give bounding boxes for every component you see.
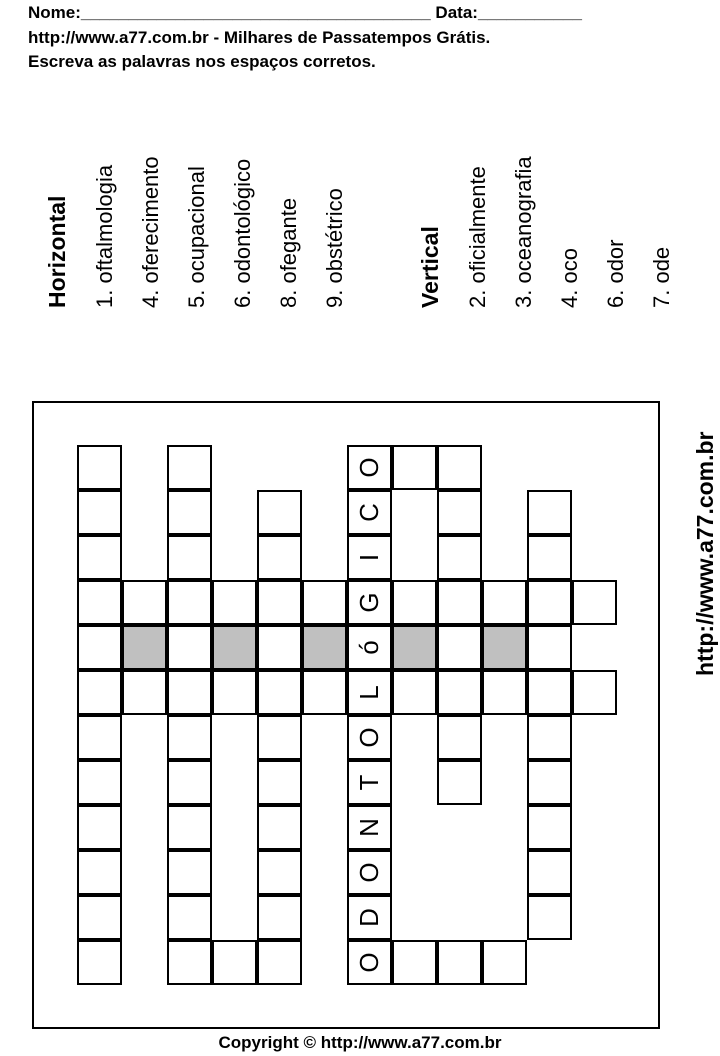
grid-cell[interactable] (527, 490, 572, 535)
grid-cell[interactable] (302, 580, 347, 625)
grid-cell[interactable] (167, 805, 212, 850)
grid-cell[interactable] (392, 625, 437, 670)
grid-cell[interactable] (257, 715, 302, 760)
cell-letter: D (354, 908, 384, 927)
grid-cell[interactable] (437, 940, 482, 985)
grid-cell[interactable] (437, 670, 482, 715)
grid-cell[interactable] (302, 670, 347, 715)
grid-cell[interactable] (437, 445, 482, 490)
grid-cell[interactable] (347, 715, 392, 760)
grid-cell[interactable] (212, 940, 257, 985)
grid-cell[interactable] (392, 445, 437, 490)
cell-letter: O (354, 457, 384, 478)
cell-letter: T (354, 774, 384, 791)
grid-cell[interactable] (167, 490, 212, 535)
clue-item: 4. oco (557, 248, 582, 308)
grid-cell[interactable] (77, 580, 122, 625)
cell-letter: O (354, 952, 384, 973)
grid-cell[interactable] (527, 670, 572, 715)
grid-cell[interactable] (392, 670, 437, 715)
grid-cell[interactable] (392, 940, 437, 985)
grid-cell[interactable] (77, 760, 122, 805)
grid-cell[interactable] (77, 940, 122, 985)
grid-cell[interactable] (77, 535, 122, 580)
grid-cell[interactable] (77, 445, 122, 490)
grid-cell[interactable] (257, 670, 302, 715)
grid-cell[interactable] (347, 535, 392, 580)
grid-cell[interactable] (77, 715, 122, 760)
grid-cell[interactable] (257, 625, 302, 670)
grid-cell[interactable] (572, 670, 617, 715)
grid-cell[interactable] (527, 760, 572, 805)
grid-cell[interactable] (482, 580, 527, 625)
grid-cell[interactable] (212, 625, 257, 670)
clue-item: 8. ofegante (276, 197, 301, 308)
grid-cell[interactable] (77, 490, 122, 535)
vertical-heading: Vertical (417, 226, 443, 308)
grid-cell[interactable] (212, 670, 257, 715)
grid-cell[interactable] (167, 760, 212, 805)
grid-cell[interactable] (437, 535, 482, 580)
instruction-text: Escreva as palavras nos espaços corretos. (28, 52, 376, 71)
side-url: http://www.a77.com.br (692, 431, 718, 676)
clue-item: 1. oftalmologia (92, 164, 117, 308)
grid-cell[interactable] (167, 670, 212, 715)
grid-cell[interactable] (347, 445, 392, 490)
cell-letter: O (354, 727, 384, 748)
grid-cell[interactable] (437, 715, 482, 760)
cell-letter: L (354, 685, 384, 700)
cell-letter: C (354, 503, 384, 522)
grid-cell[interactable] (437, 490, 482, 535)
grid-cell[interactable] (77, 850, 122, 895)
grid-cell[interactable] (257, 490, 302, 535)
grid-cell[interactable] (437, 580, 482, 625)
grid-cell[interactable] (167, 850, 212, 895)
grid-cell[interactable] (347, 490, 392, 535)
grid-cell[interactable] (167, 940, 212, 985)
grid-cell[interactable] (257, 940, 302, 985)
grid-cell[interactable] (77, 670, 122, 715)
clue-item: 6. odontológico (230, 158, 255, 308)
grid-cell[interactable] (527, 895, 572, 940)
grid-cell[interactable] (482, 940, 527, 985)
grid-cell[interactable] (257, 580, 302, 625)
grid-cell[interactable] (77, 895, 122, 940)
grid-cell[interactable] (347, 580, 392, 625)
clue-item: 3. oceanografia (511, 156, 536, 308)
grid-cell[interactable] (257, 535, 302, 580)
grid-cell[interactable] (302, 625, 347, 670)
clue-item: 6. odor (603, 239, 628, 308)
grid-cell[interactable] (122, 670, 167, 715)
name-date-line[interactable]: Nome:_____________________________________ Data:___________ (28, 3, 582, 22)
grid-cell[interactable] (167, 445, 212, 490)
grid-cell[interactable] (167, 715, 212, 760)
grid-cell[interactable] (77, 625, 122, 670)
grid-cell[interactable] (122, 625, 167, 670)
grid-cell[interactable] (437, 625, 482, 670)
grid-cell[interactable] (167, 625, 212, 670)
grid-cell[interactable] (122, 580, 167, 625)
grid-cell[interactable] (347, 940, 392, 985)
grid-cell[interactable] (437, 760, 482, 805)
grid-cell[interactable] (572, 580, 617, 625)
cell-letter: ó (354, 640, 384, 655)
grid-cell[interactable] (527, 625, 572, 670)
grid-cell[interactable] (347, 895, 392, 940)
grid-cell[interactable] (167, 580, 212, 625)
grid-cell[interactable] (392, 580, 437, 625)
grid-cell[interactable] (257, 895, 302, 940)
clue-item: 5. ocupacional (184, 166, 209, 308)
grid-cell[interactable] (347, 805, 392, 850)
grid-cell[interactable] (167, 535, 212, 580)
grid-cell[interactable] (482, 670, 527, 715)
grid-cell[interactable] (77, 805, 122, 850)
cell-letter: O (354, 862, 384, 883)
cell-letter: N (354, 818, 384, 837)
grid-cell[interactable] (257, 850, 302, 895)
grid-cell[interactable] (257, 805, 302, 850)
grid-cell[interactable] (347, 850, 392, 895)
grid-cell[interactable] (527, 805, 572, 850)
clue-item: 9. obstétrico (322, 188, 347, 308)
grid-cell[interactable] (527, 715, 572, 760)
grid-cell[interactable] (167, 895, 212, 940)
clue-item: 4. oferecimento (138, 156, 163, 308)
grid-cell[interactable] (527, 580, 572, 625)
horizontal-heading: Horizontal (44, 195, 70, 308)
cell-letter: I (354, 553, 384, 562)
grid-cell[interactable] (212, 580, 257, 625)
grid-cell[interactable] (527, 535, 572, 580)
grid-cell[interactable] (527, 850, 572, 895)
clue-item: 7. ode (649, 246, 674, 308)
grid-cell[interactable] (257, 760, 302, 805)
grid-cell[interactable] (347, 625, 392, 670)
grid-cell[interactable] (347, 670, 392, 715)
clue-item: 2. oficialmente (465, 166, 490, 308)
site-line: http://www.a77.com.br - Milhares de Passatempos Grátis. (28, 28, 491, 47)
cell-letter: G (354, 592, 384, 613)
grid-cell[interactable] (482, 625, 527, 670)
grid-cell[interactable] (347, 760, 392, 805)
footer-copyright: Copyright © http://www.a77.com.br (218, 1033, 502, 1052)
